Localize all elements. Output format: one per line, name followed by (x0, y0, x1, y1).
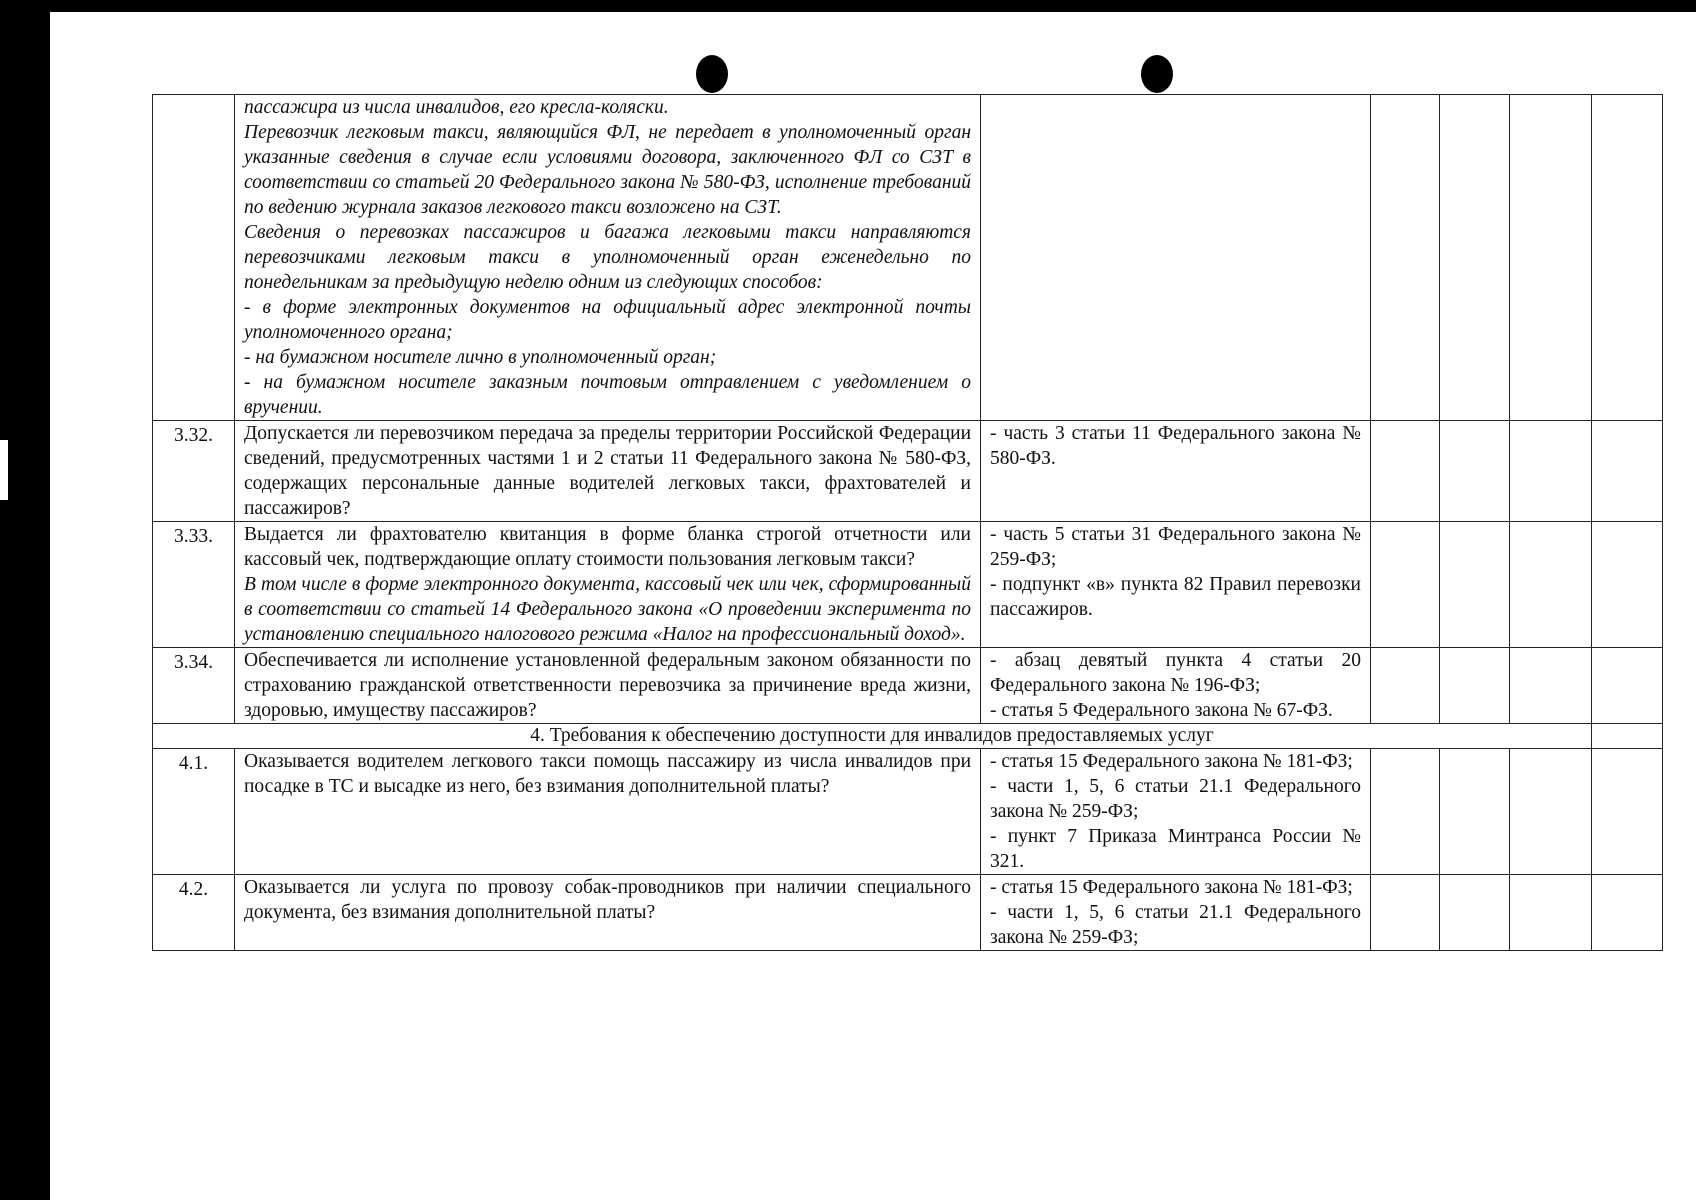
legal-reference: - статья 15 Федерального закона № 181-ФЗ; (990, 877, 1353, 898)
question-text: Выдается ли фрахтователю квитанция в форме бланка строгой отчетности или кассовый чек, подтверждающие оплату стоимости пользования легковым такси? (244, 524, 971, 570)
answer-cell (1371, 95, 1440, 421)
question-text: Оказывается ли услуга по провозу собак-проводников при наличии специального документа, без взимания дополнительной платы? (244, 877, 971, 923)
answer-cell (1510, 875, 1592, 951)
answer-cell (1510, 648, 1592, 724)
answer-cell (1510, 421, 1592, 522)
answer-cell (1440, 648, 1510, 724)
answer-cell (1510, 522, 1592, 648)
legal-reference: - части 1, 5, 6 статьи 21.1 Федерального закона № 259-ФЗ; (990, 776, 1361, 822)
answer-cell (1592, 724, 1663, 749)
question-cell (235, 522, 981, 648)
legal-reference: - часть 3 статьи 11 Федерального закона № 580-ФЗ. (990, 423, 1361, 469)
table-row-3-32 (153, 421, 1663, 522)
reference-cell (981, 522, 1371, 648)
answer-cell (1371, 421, 1440, 522)
legal-reference: - статья 15 Федерального закона № 181-ФЗ; (990, 751, 1353, 772)
reference-cell (981, 749, 1371, 875)
answer-cell (1440, 522, 1510, 648)
answer-cell (1592, 522, 1663, 648)
row-number: 4.1. (153, 749, 235, 875)
table-row-3-33 (153, 522, 1663, 648)
question-cell (235, 95, 981, 421)
answer-cell (1592, 648, 1663, 724)
punch-hole-right (1141, 55, 1173, 93)
answer-cell (1592, 749, 1663, 875)
row-number-cell (153, 95, 235, 421)
answer-cell (1371, 749, 1440, 875)
question-cell (235, 875, 981, 951)
row-number: 4.2. (153, 875, 235, 951)
table-row-3-34 (153, 648, 1663, 724)
section-heading-row (153, 724, 1663, 749)
table-row-4-1 (153, 749, 1663, 875)
question-text: Обеспечивается ли исполнение установленной федеральным законом обязанности по страхованию гражданской ответственности перевозчика за причинение вреда жизни, здоровью, имуществу пассажиров? (244, 650, 971, 721)
table-row-continuation (153, 95, 1663, 421)
punch-hole-left (696, 55, 728, 93)
answer-cell (1440, 875, 1510, 951)
question-note: В том числе в форме электронного документа, кассовый чек или чек, сформированный в соответствии со статьей 14 Федерального закона «О проведении эксперимента по установлению специального налогового режима «Налог на профессиональный доход». (244, 574, 971, 645)
row-number: 3.33. (153, 522, 235, 648)
continuation-text: - на бумажном носителе лично в уполномоченный орган; (244, 347, 717, 368)
legal-reference: - абзац девятый пункта 4 статьи 20 Федерального закона № 196-ФЗ; (990, 650, 1361, 696)
continuation-text: пассажира из числа инвалидов, его кресла-коляски. (244, 97, 669, 118)
question-cell (235, 648, 981, 724)
scan-left-edge (0, 0, 50, 1200)
legal-reference: - части 1, 5, 6 статьи 21.1 Федерального закона № 259-ФЗ; (990, 902, 1361, 948)
answer-cell (1371, 875, 1440, 951)
continuation-text: - на бумажном носителе заказным почтовым отправлением с уведомлением о вручении. (244, 372, 971, 418)
section-heading: 4. Требования к обеспечению доступности для инвалидов предоставляемых услуг (153, 724, 1592, 749)
scan-top-edge (0, 0, 1696, 12)
table-row-4-2 (153, 875, 1663, 951)
continuation-text: Перевозчик легковым такси, являющийся ФЛ, не передает в уполномоченный орган указанные сведения в случае если условиями договора, заключенного ФЛ со СЗТ в соответствии со статьей 20 Федерального закона № 580-ФЗ, исполнение требований по ведению журнала заказов легкового такси возложено на СЗТ. (244, 122, 971, 218)
question-cell (235, 749, 981, 875)
question-text: Допускается ли перевозчиком передача за пределы территории Российской Федерации сведений, предусмотренных частями 1 и 2 статьи 11 Федерального закона № 580-ФЗ, содержащих персональные данные водителей легковых такси, фрахтователей и пассажиров? (244, 423, 971, 519)
answer-cell (1592, 95, 1663, 421)
answer-cell (1371, 648, 1440, 724)
scan-left-notch (0, 440, 8, 500)
answer-cell (1592, 421, 1663, 522)
question-text: Оказывается водителем легкового такси помощь пассажиру из числа инвалидов при посадке в ТС и высадке из него, без взимания дополнительной платы? (244, 751, 971, 797)
reference-cell (981, 421, 1371, 522)
continuation-text: Сведения о перевозках пассажиров и багажа легковыми такси направляются перевозчиками легковым такси в уполномоченный орган еженедельно по понедельникам за предыдущую неделю одним из следующих способов: (244, 222, 971, 293)
answer-cell (1510, 749, 1592, 875)
answer-cell (1510, 95, 1592, 421)
row-number: 3.32. (153, 421, 235, 522)
legal-reference: - пункт 7 Приказа Минтранса России № 321. (990, 826, 1361, 872)
question-cell (235, 421, 981, 522)
reference-cell (981, 875, 1371, 951)
row-number: 3.34. (153, 648, 235, 724)
answer-cell (1440, 749, 1510, 875)
answer-cell (1440, 95, 1510, 421)
continuation-text: - в форме электронных документов на официальный адрес электронной почты уполномоченного органа; (244, 297, 971, 343)
legal-reference: - подпункт «в» пункта 82 Правил перевозки пассажиров. (990, 574, 1361, 620)
reference-cell (981, 648, 1371, 724)
reference-cell (981, 95, 1371, 421)
legal-reference: - часть 5 статьи 31 Федерального закона № 259-ФЗ; (990, 524, 1361, 570)
answer-cell (1371, 522, 1440, 648)
answer-cell (1592, 875, 1663, 951)
checklist-table (152, 94, 1663, 951)
legal-reference: - статья 5 Федерального закона № 67-ФЗ. (990, 700, 1333, 721)
answer-cell (1440, 421, 1510, 522)
